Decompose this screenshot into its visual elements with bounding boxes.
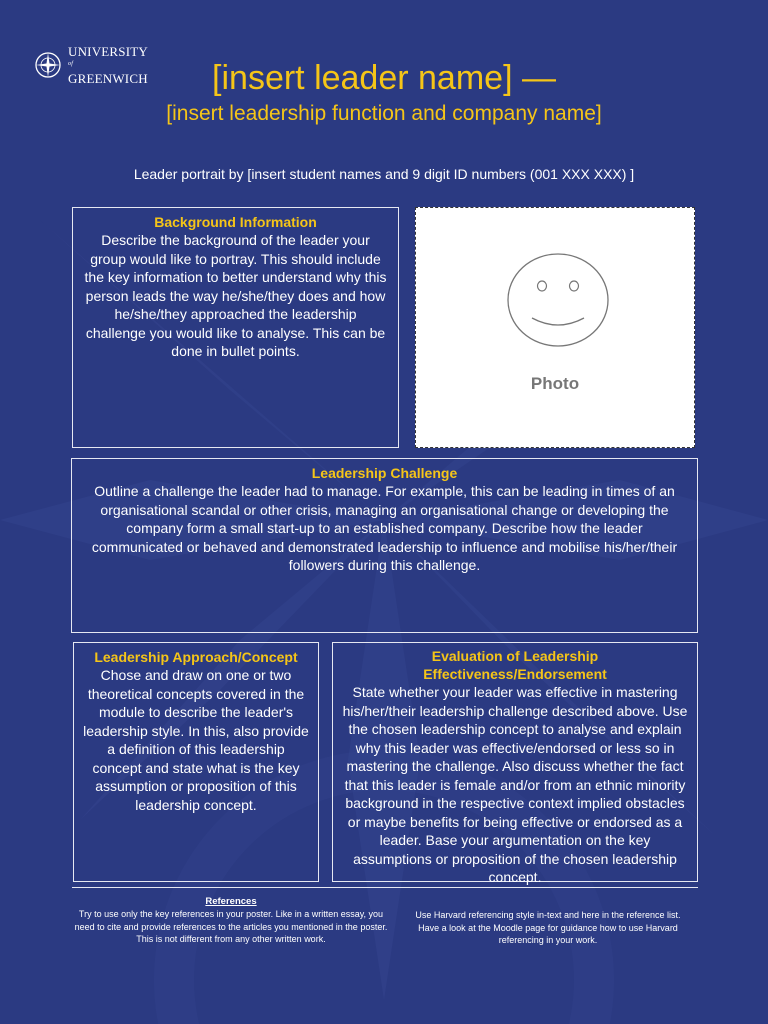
photo-placeholder[interactable]	[415, 207, 695, 448]
references-title: References	[205, 896, 257, 907]
portrait-credit: Leader portrait by [insert student names and 9 digit ID numbers (001 XXX XXX) ]	[133, 166, 635, 182]
references-left	[72, 896, 390, 946]
page-subtitle: [insert leadership function and company name]	[166, 102, 602, 125]
references-right	[412, 909, 684, 947]
background-information-body: Describe the background of the leader your group would like to portray. This should include the key information to better understand why this person leads the way he/she/they does and how he/she/they approached the leadership challenge you would like to analyse. This can be done in bullet points.	[84, 232, 387, 359]
leadership-approach-box	[73, 642, 319, 882]
page-title: [insert leader name] —	[212, 59, 556, 97]
photo-label: Photo	[530, 374, 580, 393]
references-right-text: Use Harvard referencing style in-text and here in the reference list. Have a look at the Moodle page for guidance how to use Harvard referencing in your work.	[415, 910, 681, 945]
smiley-face-icon	[506, 252, 610, 348]
leadership-challenge-title: Leadership Challenge	[311, 465, 458, 481]
leadership-challenge-box	[71, 458, 698, 633]
leadership-approach-body: Chose and draw on one or two theoretical concepts covered in the module to describe the leader's leadership style. In this, also provide a definition of this leadership concept and state what is the key assumption or proposition of this leadership concept.	[83, 667, 309, 813]
evaluation-body: State whether your leader was effective in mastering his/her/their leadership challenge described above. Use the chosen leadership concept to analyse and explain why this leader was effective/endorsed or less so in mastering the challenge. Also discuss whether the fact that this leader is female and/or from an ethnic minority background in the respective context implied obstacles or maybe benefits for being effective or endorsed as a leader. Base your argumentation on the key assumptions or proposition of the chosen leadership concept.	[342, 684, 688, 885]
references-left-text-2: This is not different from any other written work.	[136, 934, 326, 944]
evaluation-title: Evaluation of Leadership Effectiveness/Endorsement	[423, 648, 607, 682]
background-information-box	[72, 207, 399, 448]
references-divider	[72, 887, 698, 888]
leadership-approach-title: Leadership Approach/Concept	[94, 649, 298, 665]
evaluation-box	[332, 642, 698, 885]
background-information-title: Background Information	[154, 214, 317, 230]
references-left-text: Try to use only the key references in your poster. Like in a written essay, you need to cite and provide references to the articles you mentioned in the poster.	[74, 909, 388, 932]
leadership-challenge-body: Outline a challenge the leader had to manage. For example, this can be leading in times of an organisational scandal or other crisis, managing an organisational change or developing the company form a small start-up to an established company. Describe how the leader communicated or behaved and demonstrated leadership to influence and mobilise his/her/their followers during this challenge.	[91, 483, 678, 573]
logo-wordmark: UNIVERSITY $^{of}$ GREENWICH	[68, 43, 148, 87]
